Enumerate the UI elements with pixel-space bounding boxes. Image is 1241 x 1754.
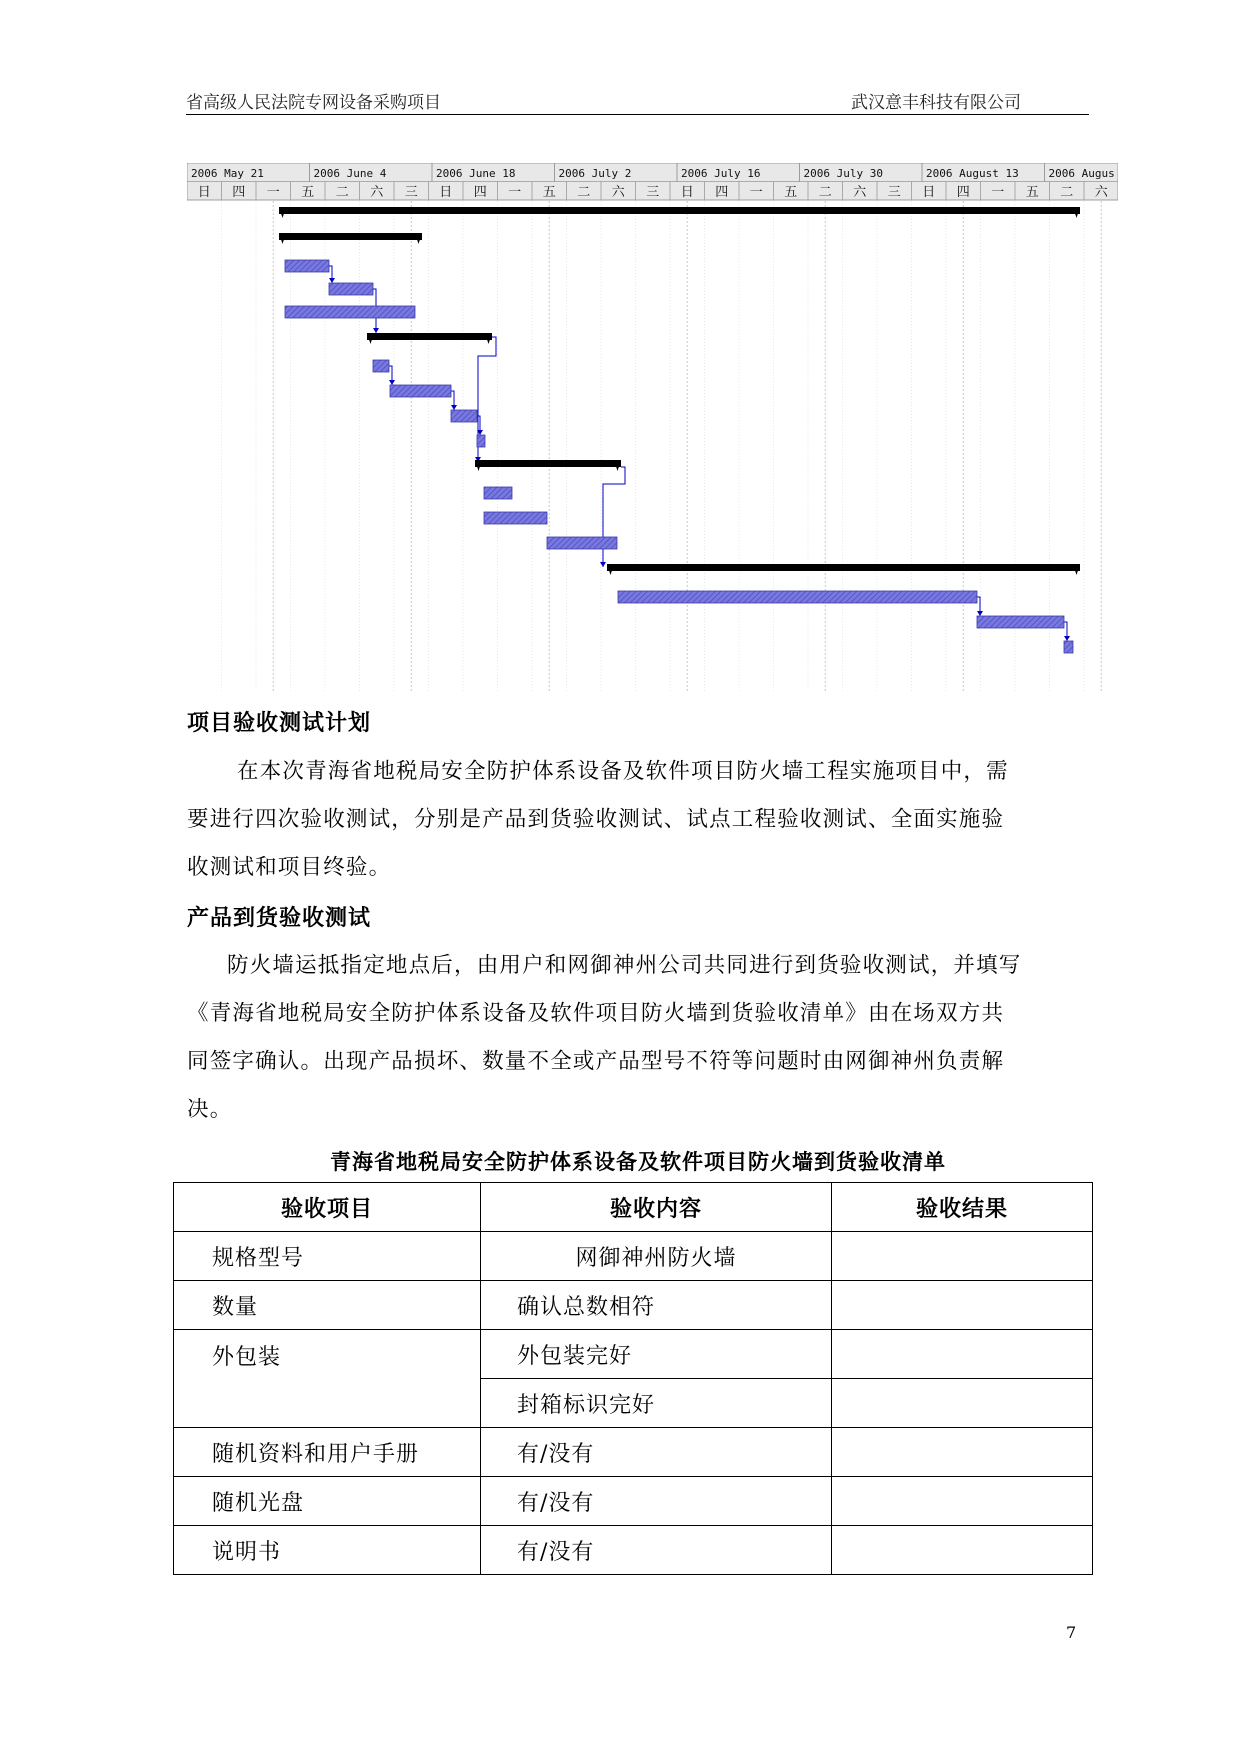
- result-cell[interactable]: [832, 1281, 1093, 1330]
- gantt-day-label: 六: [1094, 185, 1108, 200]
- paragraph-line: 防火墙运抵指定地点后，由用户和网御神州公司共同进行到货验收测试，并填写: [227, 953, 1022, 978]
- paragraph-line: 《青海省地税局安全防护体系设备及软件项目防火墙到货验收清单》由在场双方共: [187, 1001, 1005, 1026]
- gantt-chart: [187, 163, 1118, 691]
- gantt-task-bar: [477, 435, 485, 447]
- gantt-day-label: 一: [266, 185, 280, 200]
- table-header-row: [174, 1183, 1093, 1232]
- gantt-day-label: 日: [439, 185, 453, 200]
- gantt-task-bar: [547, 537, 617, 549]
- section-title-arrival-test: 产品到货验收测试: [187, 906, 372, 931]
- gantt-day-label: 日: [680, 185, 694, 200]
- gantt-task-bar: [329, 283, 373, 295]
- result-cell[interactable]: [832, 1379, 1093, 1428]
- gantt-day-label: 六: [611, 185, 625, 200]
- content-cell: 确认总数相符: [481, 1281, 832, 1330]
- gantt-day-label: 三: [404, 185, 418, 200]
- column-header: 验收结果: [832, 1183, 1093, 1232]
- gantt-day-label: 三: [887, 185, 901, 200]
- content-cell: 有/没有: [481, 1526, 832, 1575]
- result-cell[interactable]: [832, 1428, 1093, 1477]
- paragraph-acceptance-plan: [187, 748, 1087, 892]
- gantt-week-label: 2006 August 13: [926, 167, 1019, 180]
- item-cell: 说明书: [174, 1526, 481, 1575]
- gantt-task-bar: [618, 591, 977, 603]
- gantt-task-bar: [484, 512, 547, 524]
- gantt-day-label: 日: [922, 185, 936, 200]
- gantt-summary-bar: [279, 207, 1080, 214]
- content-cell: 有/没有: [481, 1477, 832, 1526]
- table-row: [174, 1526, 1093, 1575]
- gantt-summary-bar: [367, 333, 492, 340]
- gantt-day-label: 日: [197, 185, 211, 200]
- gantt-day-label: 四: [715, 185, 729, 200]
- column-header: 验收项目: [174, 1183, 481, 1232]
- result-cell[interactable]: [832, 1526, 1093, 1575]
- gantt-day-label: 二: [577, 185, 591, 200]
- content-cell: 有/没有: [481, 1428, 832, 1477]
- gantt-day-label: 六: [370, 185, 384, 200]
- content-cell: 网御神州防火墙: [481, 1232, 832, 1281]
- gantt-task-bar: [285, 306, 415, 318]
- gantt-task-bar: [1064, 641, 1073, 653]
- paragraph-line: 同签字确认。出现产品损坏、数量不全或产品型号不符等问题时由网御神州负责解: [187, 1049, 1005, 1074]
- gantt-week-label: 2006 July 16: [681, 167, 761, 180]
- table-row: [174, 1281, 1093, 1330]
- gantt-day-label: 四: [473, 185, 487, 200]
- gantt-task-bar: [484, 487, 512, 499]
- content-cell: 封箱标识完好: [481, 1379, 832, 1428]
- table-row: [174, 1232, 1093, 1281]
- acceptance-table: [173, 1182, 1093, 1575]
- gantt-week-label: 2006 June 4: [313, 167, 387, 180]
- page-number: 7: [1066, 1623, 1077, 1642]
- gantt-day-label: 一: [508, 185, 522, 200]
- gantt-task-bar: [285, 260, 329, 272]
- paragraph-arrival-test: [187, 942, 1087, 1134]
- gantt-day-label: 二: [335, 185, 349, 200]
- result-cell[interactable]: [832, 1330, 1093, 1379]
- item-cell: 外包装: [174, 1330, 481, 1428]
- gantt-week-label: 2006 June 18: [436, 167, 516, 180]
- content-cell: 外包装完好: [481, 1330, 832, 1379]
- gantt-day-label: 一: [749, 185, 763, 200]
- gantt-day-label: 五: [542, 185, 556, 200]
- gantt-task-bar: [451, 410, 477, 422]
- table-row: [174, 1428, 1093, 1477]
- section-title-acceptance-plan: 项目验收测试计划: [187, 711, 372, 736]
- result-cell[interactable]: [832, 1232, 1093, 1281]
- gantt-day-label: 六: [853, 185, 867, 200]
- gantt-task-bar: [373, 360, 389, 372]
- gantt-day-label: 四: [232, 185, 246, 200]
- gantt-summary-bar: [607, 564, 1080, 571]
- gantt-task-bar: [390, 385, 451, 397]
- item-cell: 规格型号: [174, 1232, 481, 1281]
- gantt-task-bar: [977, 616, 1064, 628]
- gantt-summary-bar: [475, 460, 621, 467]
- header-left: 省高级人民法院专网设备采购项目: [186, 93, 441, 113]
- gantt-day-label: 四: [956, 185, 970, 200]
- table-row: [174, 1330, 1093, 1379]
- gantt-day-label: 五: [1025, 185, 1039, 200]
- gantt-week-label: 2006 July 2: [558, 167, 632, 180]
- table-title: 青海省地税局安全防护体系设备及软件项目防火墙到货验收清单: [330, 1150, 946, 1174]
- table-row: [174, 1477, 1093, 1526]
- gantt-day-label: 二: [818, 185, 832, 200]
- gantt-week-label: 2006 July 30: [803, 167, 883, 180]
- result-cell[interactable]: [832, 1477, 1093, 1526]
- item-cell: 随机光盘: [174, 1477, 481, 1526]
- gantt-summary-bar: [279, 233, 422, 240]
- gantt-day-label: 三: [646, 185, 660, 200]
- gantt-day-label: 五: [784, 185, 798, 200]
- paragraph-line: 收测试和项目终验。: [187, 855, 392, 880]
- gantt-day-label: 五: [301, 185, 315, 200]
- paragraph-line: 决。: [187, 1097, 233, 1122]
- gantt-week-label: 2006 May 21: [191, 167, 264, 180]
- header-rule: [186, 114, 1089, 115]
- gantt-day-label: 一: [991, 185, 1005, 200]
- item-cell: 随机资料和用户手册: [174, 1428, 481, 1477]
- paragraph-line: 要进行四次验收测试，分别是产品到货验收测试、试点工程验收测试、全面实施验: [187, 807, 1005, 832]
- header-right: 武汉意丰科技有限公司: [851, 93, 1021, 113]
- gantt-week-label: 2006 Augus: [1048, 167, 1115, 180]
- gantt-day-label: 二: [1060, 185, 1074, 200]
- item-cell: 数量: [174, 1281, 481, 1330]
- column-header: 验收内容: [481, 1183, 832, 1232]
- paragraph-line: 在本次青海省地税局安全防护体系设备及软件项目防火墙工程实施项目中，需: [237, 759, 1009, 784]
